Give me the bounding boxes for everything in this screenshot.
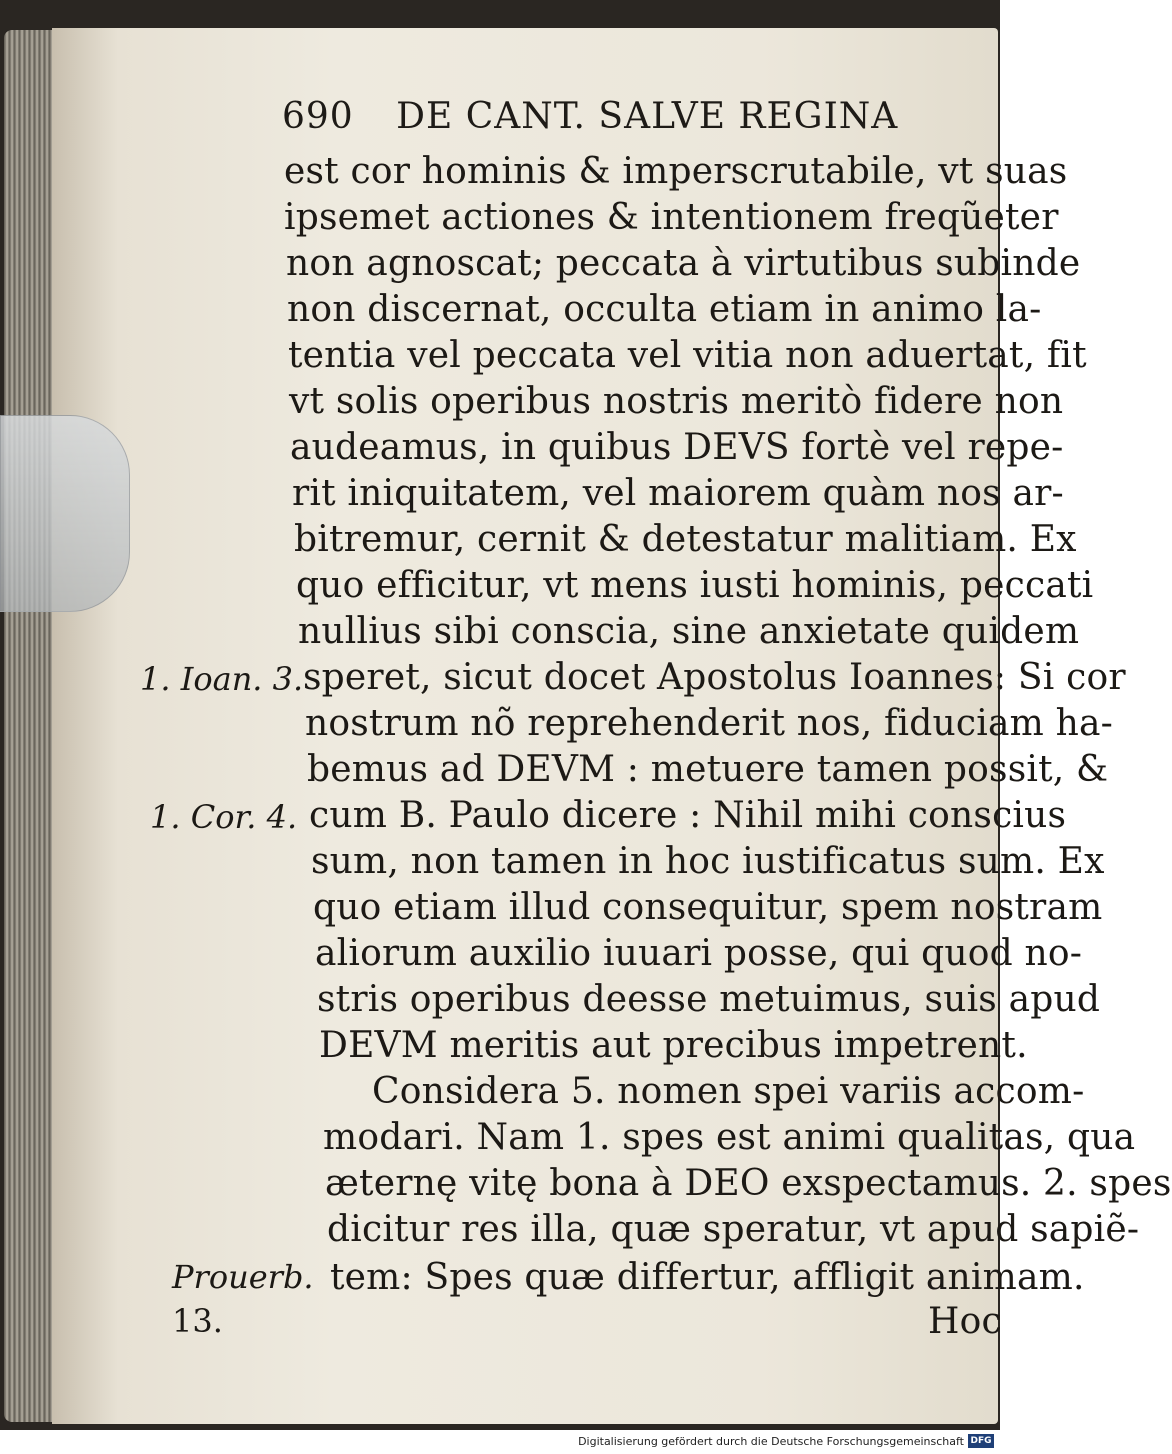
catchword: Hoc [928, 1301, 1002, 1342]
text-line: nostrum nõ reprehenderit nos, fiduciam ha- [305, 703, 1114, 744]
text-line: cum B. Paulo dicere : Nihil mihi conscius [309, 795, 1067, 836]
text-line: quo efficitur, vt mens iusti hominis, peccati [296, 565, 1094, 606]
text-line: aliorum auxilio iuuari posse, qui quod no- [315, 933, 1083, 974]
margin-note-cor: 1. Cor. 4. [150, 798, 298, 836]
text-line: DEVM meritis aut precibus impetrent. [319, 1025, 1028, 1066]
text-line: non agnoscat; peccata à virtutibus subinde [286, 243, 1081, 284]
text-line: sum, non tamen in hoc iustificatus sum. Ex [311, 841, 1105, 882]
text-line: bitremur, cernit & detestatur malitiam. Ex [294, 519, 1077, 560]
text-line: rit iniquitatem, vel maiorem quàm nos ar- [292, 473, 1064, 514]
text-line: non discernat, occulta etiam in animo la- [287, 289, 1042, 330]
margin-note-prouerb: Prouerb. [172, 1258, 314, 1296]
margin-note-prouerb-number: 13. [172, 1302, 223, 1340]
text-line: ipsemet actiones & intentionem freqũeter [284, 197, 1059, 238]
text-line: audeamus, in quibus DEVS fortè vel repe- [290, 427, 1064, 468]
text-line: modari. Nam 1. spes est animi qualitas, qua [323, 1117, 1136, 1158]
text-line: Considera 5. nomen spei variis accom- [372, 1071, 1085, 1112]
footer [0, 1430, 1000, 1454]
text-line: vt solis operibus nostris meritò fidere non [289, 381, 1064, 422]
text-line: nullius sibi conscia, sine anxietate quidem [298, 611, 1080, 652]
running-title: DE CANT. SALVE REGINA [396, 96, 899, 137]
text-line: est cor hominis & imperscrutabile, vt suas [284, 151, 1068, 192]
page-number: 690 [282, 96, 354, 137]
text-line: æternę vitę bona à DEO exspectamus. 2. spes [325, 1163, 1172, 1204]
text-line: quo etiam illud consequitur, spem nostram [313, 887, 1103, 928]
footer-credit: Digitalisierung gefördert durch die Deutsche Forschungsgemeinschaft [578, 1435, 964, 1448]
text-line: tem: Spes quæ differtur, affligit animam. [330, 1257, 1085, 1298]
text-line: bemus ad DEVM : metuere tamen possit, & [307, 749, 1109, 790]
margin-note-ioan: 1. Ioan. 3. [140, 660, 304, 698]
dfg-logo-icon: DFG [968, 1434, 994, 1448]
text-line: dicitur res illa, quæ speratur, vt apud sapiẽ- [327, 1209, 1140, 1250]
text-line: stris operibus deesse metuimus, suis apud [317, 979, 1101, 1020]
text-line: tentia vel peccata vel vitia non aduertat, fit [288, 335, 1087, 376]
text-line: speret, sicut docet Apostolus Ioannes: Si cor [303, 657, 1126, 698]
